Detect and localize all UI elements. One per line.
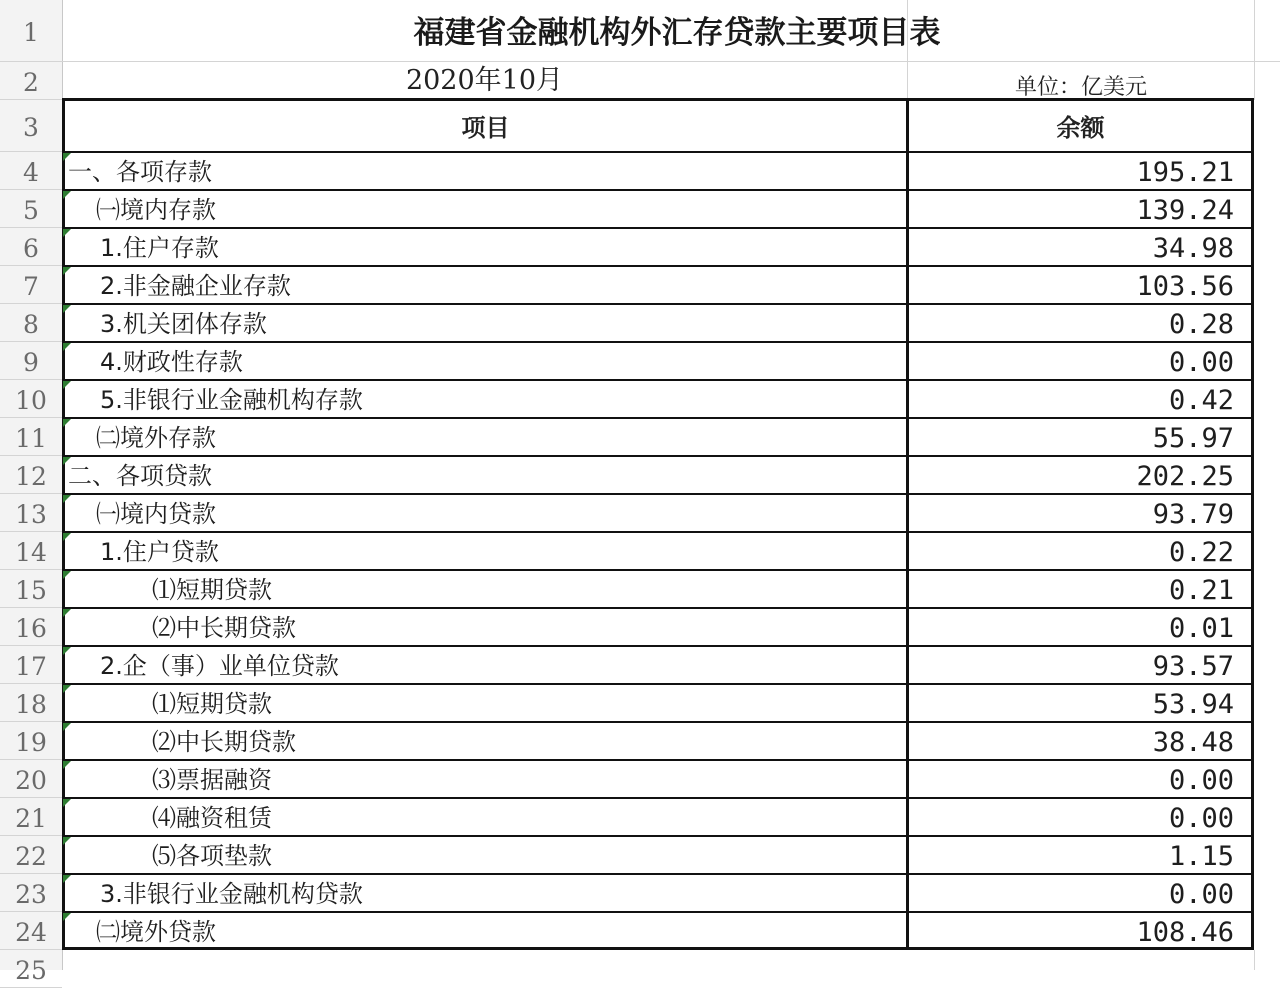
row-number[interactable]: 3: [0, 100, 62, 152]
item-cell[interactable]: 3.非银行业金融机构贷款: [100, 880, 363, 908]
row-number[interactable]: 7: [0, 266, 62, 304]
row-header-column: [0, 0, 63, 985]
row-number[interactable]: 1: [0, 0, 62, 62]
text-number-indicator-icon: [63, 419, 71, 427]
report-period[interactable]: 2020年10月: [405, 65, 564, 96]
row-border: [62, 493, 1254, 495]
row-number[interactable]: 11: [0, 418, 62, 456]
item-cell[interactable]: ㈠境内存款: [96, 196, 216, 224]
row-border: [62, 227, 1254, 229]
row-number[interactable]: 19: [0, 722, 62, 760]
row-border: [62, 379, 1254, 381]
amount-cell[interactable]: 195.21: [1136, 157, 1234, 188]
item-cell[interactable]: 一、各项存款: [68, 158, 212, 186]
row-number[interactable]: 12: [0, 456, 62, 494]
item-cell[interactable]: ⑵中长期贷款: [152, 728, 296, 756]
amount-cell[interactable]: 0.01: [1168, 613, 1234, 644]
amount-cell[interactable]: 0.00: [1168, 347, 1234, 378]
item-cell[interactable]: 1.住户贷款: [100, 538, 219, 566]
row-border: [62, 265, 1254, 267]
row-border: [62, 455, 1254, 457]
row-number[interactable]: 9: [0, 342, 62, 380]
row-number[interactable]: 15: [0, 570, 62, 608]
item-cell[interactable]: ⑵中长期贷款: [152, 614, 296, 642]
row-border: [62, 683, 1254, 685]
row-border: [62, 607, 1254, 609]
item-cell[interactable]: ㈡境外存款: [96, 424, 216, 452]
text-number-indicator-icon: [63, 685, 71, 693]
item-cell[interactable]: ⑴短期贷款: [152, 690, 272, 718]
item-cell[interactable]: ⑸各项垫款: [152, 842, 272, 870]
item-cell[interactable]: ㈡境外贷款: [96, 918, 216, 946]
text-number-indicator-icon: [63, 609, 71, 617]
amount-cell[interactable]: 55.97: [1152, 423, 1234, 454]
row-number[interactable]: 17: [0, 646, 62, 684]
amount-cell[interactable]: 0.00: [1168, 765, 1234, 796]
text-number-indicator-icon: [63, 191, 71, 199]
row-number[interactable]: 22: [0, 836, 62, 874]
item-cell[interactable]: ㈠境内贷款: [96, 500, 216, 528]
amount-cell[interactable]: 0.28: [1168, 309, 1234, 340]
row-border: [62, 797, 1254, 799]
row-number[interactable]: 25: [0, 950, 62, 988]
amount-cell[interactable]: 108.46: [1136, 917, 1234, 948]
amount-cell[interactable]: 1.15: [1168, 841, 1234, 872]
text-number-indicator-icon: [63, 761, 71, 769]
amount-cell[interactable]: 34.98: [1152, 233, 1234, 264]
text-number-indicator-icon: [63, 647, 71, 655]
item-cell[interactable]: 5.非银行业金融机构存款: [100, 386, 363, 414]
row-border: [62, 911, 1254, 913]
row-number[interactable]: 10: [0, 380, 62, 418]
row-border: [62, 721, 1254, 723]
row-number[interactable]: 8: [0, 304, 62, 342]
text-number-indicator-icon: [63, 305, 71, 313]
item-cell[interactable]: 3.机关团体存款: [100, 310, 267, 338]
amount-cell[interactable]: 93.79: [1152, 499, 1234, 530]
header-amount-cell[interactable]: 余额: [1056, 114, 1105, 142]
row-border: [62, 417, 1254, 419]
text-number-indicator-icon: [63, 457, 71, 465]
row-number[interactable]: 2: [0, 62, 62, 100]
text-number-indicator-icon: [63, 913, 71, 921]
item-cell[interactable]: 2.企（事）业单位贷款: [100, 652, 339, 680]
text-number-indicator-icon: [63, 495, 71, 503]
row-number[interactable]: 21: [0, 798, 62, 836]
text-number-indicator-icon: [63, 343, 71, 351]
text-number-indicator-icon: [63, 571, 71, 579]
row-number[interactable]: 6: [0, 228, 62, 266]
row-number[interactable]: 18: [0, 684, 62, 722]
text-number-indicator-icon: [63, 153, 71, 161]
header-item-cell[interactable]: 项目: [461, 114, 510, 142]
item-cell[interactable]: 二、各项贷款: [68, 462, 212, 490]
row-border: [62, 341, 1254, 343]
row-border: [62, 189, 1254, 191]
gridline: [1254, 950, 1255, 970]
amount-cell[interactable]: 0.00: [1168, 803, 1234, 834]
row-border: [62, 531, 1254, 533]
row-number[interactable]: 23: [0, 874, 62, 912]
amount-cell[interactable]: 0.42: [1168, 385, 1234, 416]
row-number[interactable]: 16: [0, 608, 62, 646]
amount-cell[interactable]: 139.24: [1136, 195, 1234, 226]
item-cell[interactable]: 2.非金融企业存款: [100, 272, 291, 300]
unit-label[interactable]: 单位：亿美元: [1014, 75, 1147, 100]
text-number-indicator-icon: [63, 723, 71, 731]
row-border: [62, 873, 1254, 875]
column-separator: [906, 98, 909, 950]
amount-cell[interactable]: 202.25: [1136, 461, 1234, 492]
amount-cell[interactable]: 0.22: [1168, 537, 1234, 568]
text-number-indicator-icon: [63, 267, 71, 275]
amount-cell[interactable]: 53.94: [1152, 689, 1234, 720]
row-border: [62, 835, 1254, 837]
row-border: [62, 645, 1254, 647]
amount-cell[interactable]: 38.48: [1152, 727, 1234, 758]
row-number[interactable]: 14: [0, 532, 62, 570]
amount-cell[interactable]: 103.56: [1136, 271, 1234, 302]
item-cell[interactable]: 4.财政性存款: [100, 348, 243, 376]
item-cell[interactable]: ⑷融资租赁: [152, 804, 272, 832]
row-border: [62, 151, 1254, 153]
row-number[interactable]: 5: [0, 190, 62, 228]
amount-cell[interactable]: 0.21: [1168, 575, 1234, 606]
sheet-title[interactable]: 福建省金融机构外汇存贷款主要项目表: [413, 15, 941, 51]
row-border: [62, 303, 1254, 305]
row-number[interactable]: 24: [0, 912, 62, 950]
item-cell[interactable]: 1.住户存款: [100, 234, 219, 262]
row-number[interactable]: 20: [0, 760, 62, 798]
text-number-indicator-icon: [63, 837, 71, 845]
text-number-indicator-icon: [63, 229, 71, 237]
item-cell[interactable]: ⑴短期贷款: [152, 576, 272, 604]
text-number-indicator-icon: [63, 533, 71, 541]
text-number-indicator-icon: [63, 381, 71, 389]
amount-cell[interactable]: 0.00: [1168, 879, 1234, 910]
row-border: [62, 759, 1254, 761]
text-number-indicator-icon: [63, 875, 71, 883]
item-cell[interactable]: ⑶票据融资: [152, 766, 272, 794]
row-number[interactable]: 13: [0, 494, 62, 532]
row-border: [62, 569, 1254, 571]
amount-cell[interactable]: 93.57: [1152, 651, 1234, 682]
row-number[interactable]: 4: [0, 152, 62, 190]
text-number-indicator-icon: [63, 799, 71, 807]
